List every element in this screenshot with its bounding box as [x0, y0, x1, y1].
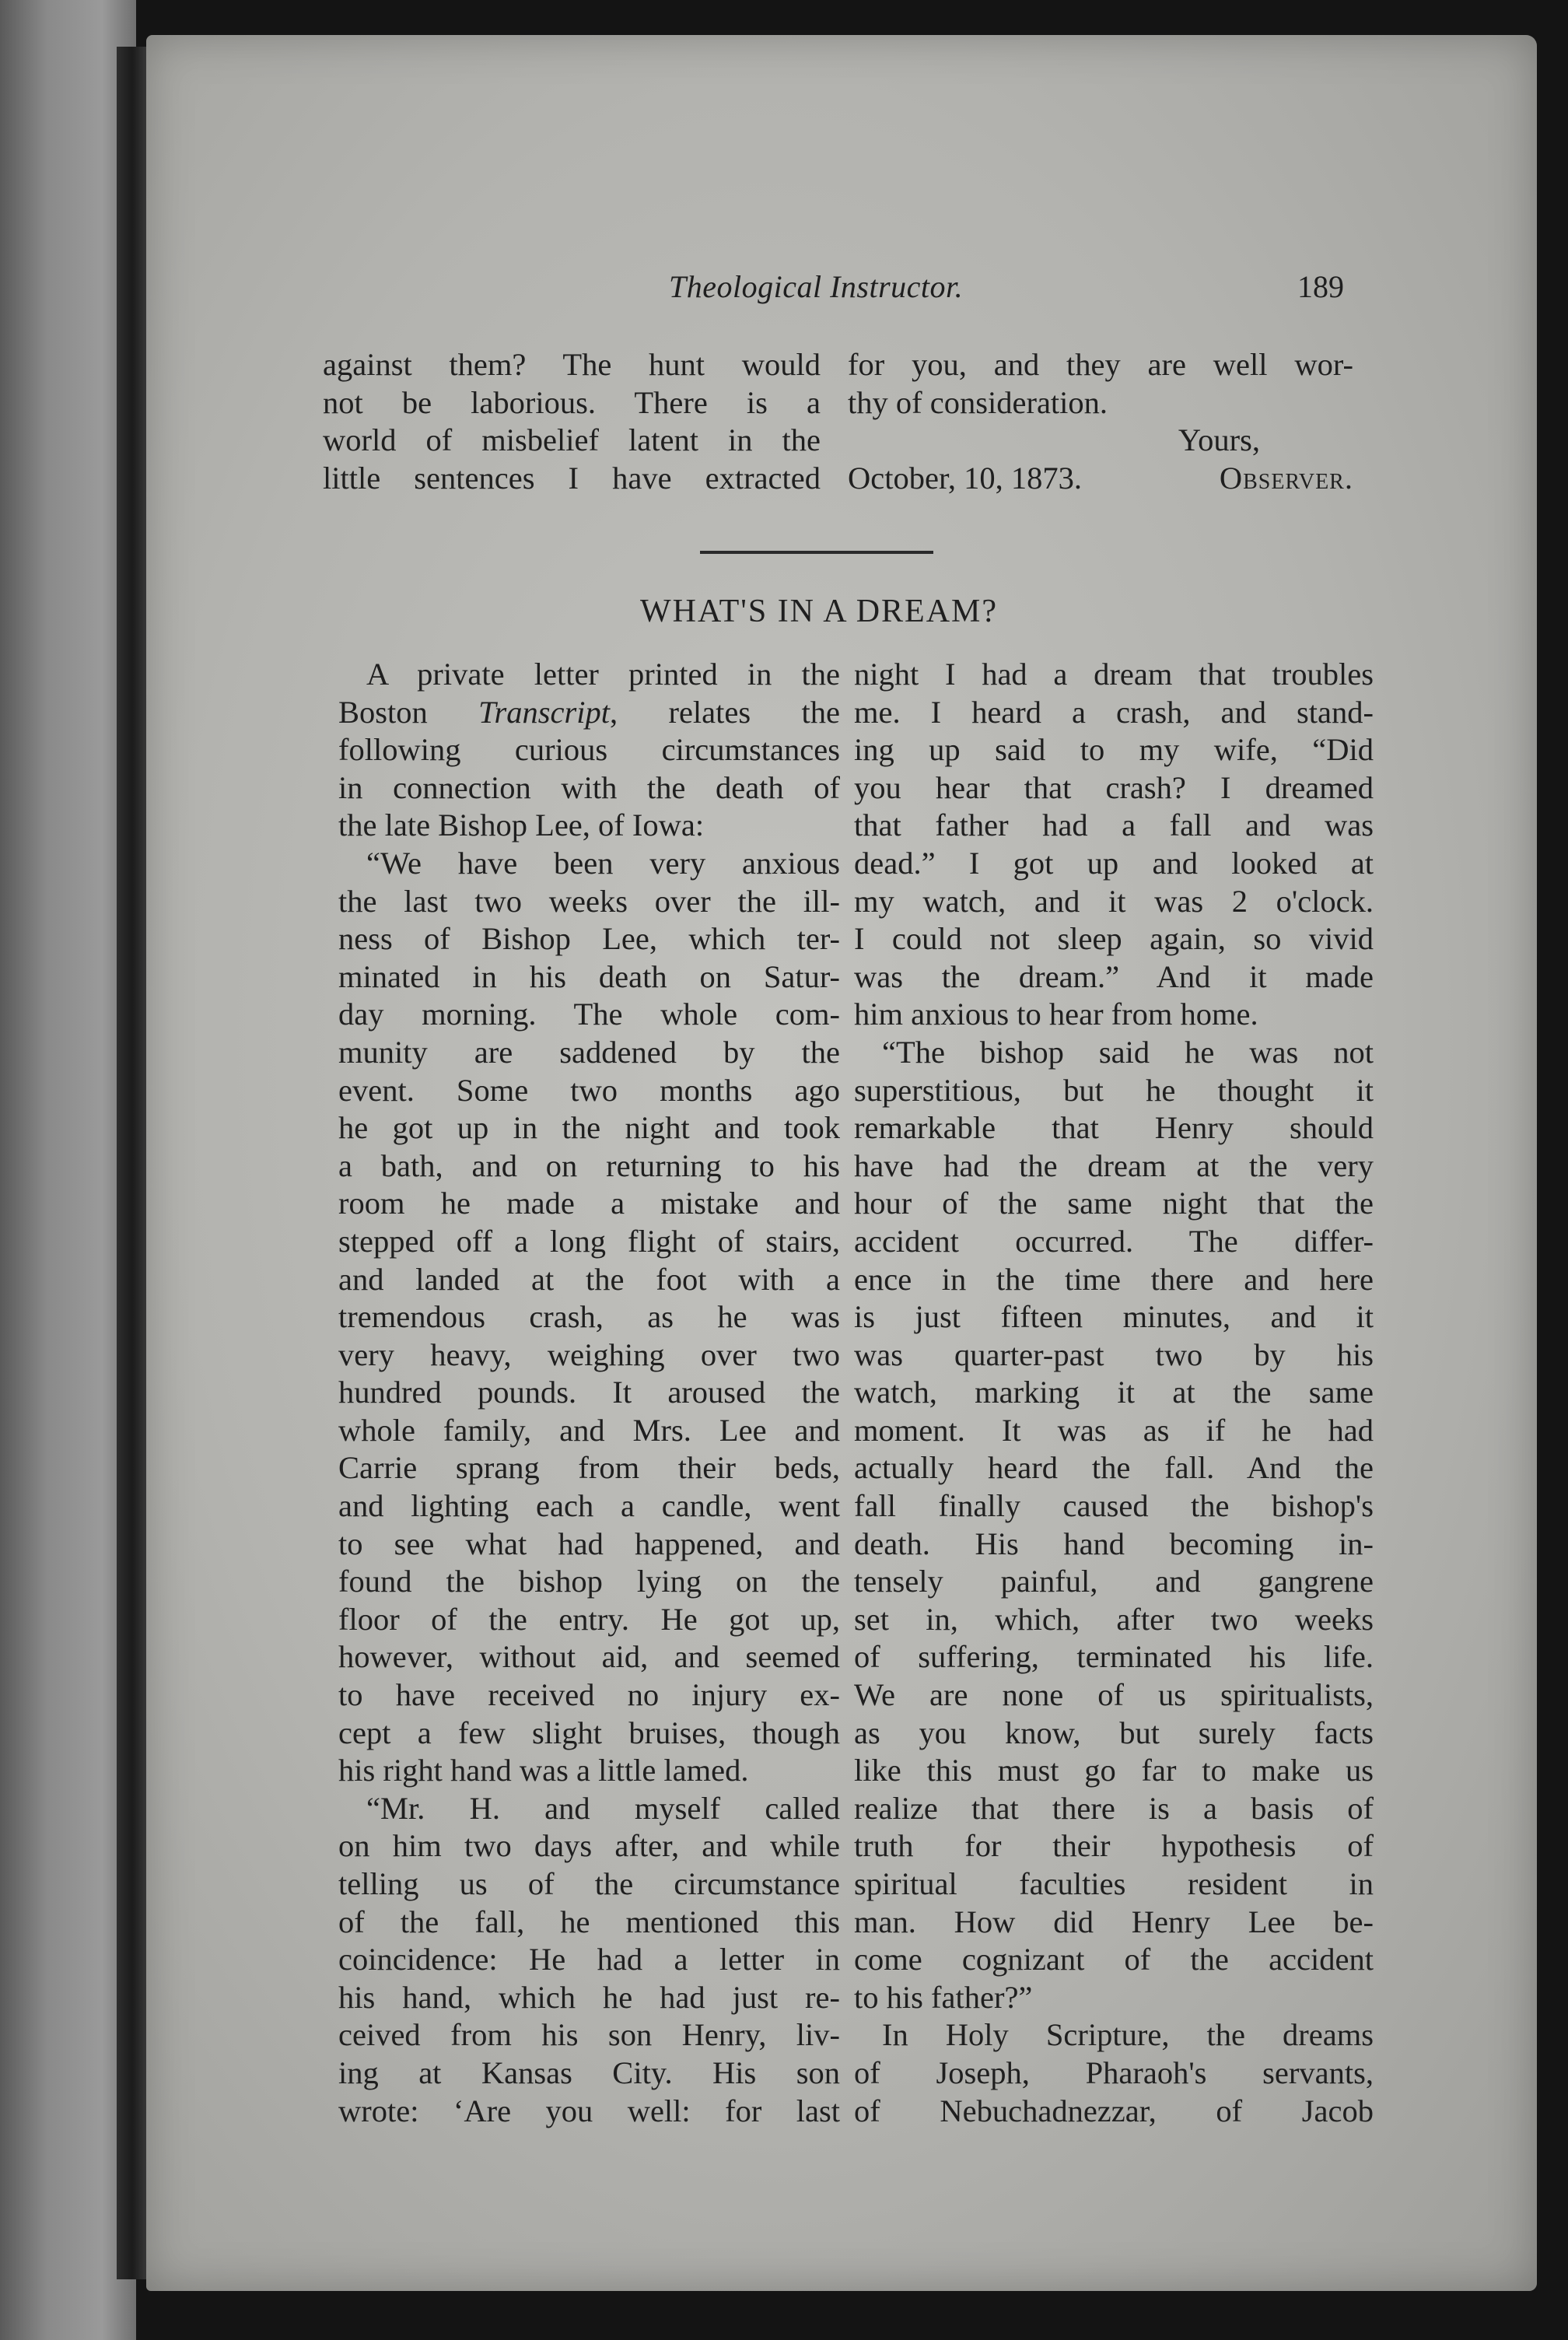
text-line: his right hand was a little lamed.: [338, 1753, 749, 1788]
text-line: found the bishop lying on the: [338, 1564, 840, 1599]
text-line: moment. It was as if he had: [854, 1412, 1374, 1448]
text-line: fall finally caused the bishop's: [854, 1488, 1374, 1524]
text-line: very heavy, weighing over two: [338, 1336, 840, 1372]
text-line: of suffering, terminated his life.: [854, 1639, 1374, 1675]
text-line: thy of consideration.: [848, 384, 1108, 420]
text-line: me. I heard a crash, and stand-: [854, 694, 1374, 730]
text-line: A private letter printed in the: [366, 657, 840, 692]
article-headline: WHAT'S IN A DREAM?: [639, 594, 999, 629]
text-line: he got up in the night and took: [338, 1110, 840, 1146]
text-line: you hear that crash? I dreamed: [854, 769, 1374, 805]
book-spine: [117, 47, 148, 2279]
text-line: tremendous crash, as he was: [338, 1299, 840, 1335]
text-line: realize that there is a basis of: [854, 1790, 1374, 1826]
text-line: ing up said to my wife, “Did: [854, 732, 1374, 768]
text-line: In Holy Scripture, the dreams: [882, 2017, 1374, 2053]
text-line: “Mr. H. and myself called: [366, 1790, 840, 1826]
letter-date: October, 10, 1873.: [848, 460, 1082, 496]
letter-signature: Observer.: [1219, 460, 1353, 496]
text-line: of Nebuchadnezzar, of Jacob: [854, 2093, 1374, 2128]
text-line: little sentences I have extracted: [323, 460, 821, 496]
text-line: the late Bishop Lee, of Iowa:: [338, 807, 705, 843]
text-line: and landed at the foot with a: [338, 1261, 840, 1297]
text-line: like this must go far to make us: [854, 1753, 1374, 1788]
article-right-column: [854, 656, 1374, 2130]
text-line: ing at Kansas City. His son: [338, 2055, 840, 2090]
text-line: dead.” I got up and looked at: [854, 845, 1374, 881]
text-line: tensely painful, and gangrene: [854, 1564, 1374, 1599]
text-line: as you know, but surely facts: [854, 1715, 1374, 1750]
text-line: hour of the same night that the: [854, 1186, 1374, 1221]
text-line: to have received no injury ex-: [338, 1677, 840, 1713]
text-line: to see what had happened, and: [338, 1526, 840, 1561]
date-signature-line: [848, 460, 1353, 498]
text-line: We are none of us spiritualists,: [854, 1677, 1374, 1713]
text-line: munity are saddened by the: [338, 1034, 840, 1070]
text-line: my watch, and it was 2 o'clock.: [854, 883, 1374, 919]
text-line: stepped off a long flight of stairs,: [338, 1223, 840, 1259]
text-line: room he made a mistake and: [338, 1186, 840, 1221]
text-line: world of misbelief latent in the: [323, 422, 821, 458]
text-line: telling us of the circumstance: [338, 1866, 840, 1901]
text-line: ness of Bishop Lee, which ter-: [338, 921, 840, 957]
text-line: whole family, and Mrs. Lee and: [338, 1412, 840, 1448]
text-line: man. How did Henry Lee be-: [854, 1904, 1374, 1939]
text-line: event. Some two months ago: [338, 1072, 840, 1108]
text-line: of Joseph, Pharaoh's servants,: [854, 2055, 1374, 2090]
text-line: have had the dream at the very: [854, 1147, 1374, 1183]
text-line: come cognizant of the accident: [854, 1942, 1374, 1977]
text-line: set in, which, after two weeks: [854, 1601, 1374, 1637]
text-line: Carrie sprang from their beds,: [338, 1450, 840, 1486]
top-left-column: [323, 346, 821, 497]
left-page-edge: [0, 0, 136, 2340]
text-line: floor of the entry. He got up,: [338, 1601, 840, 1637]
text-line: remarkable that Henry should: [854, 1110, 1374, 1146]
running-head: [0, 268, 1568, 315]
text-line: watch, marking it at the same: [854, 1375, 1374, 1410]
text-line: night I had a dream that troubles: [854, 657, 1374, 692]
text-line: wrote: ‘Are you well: for last: [338, 2093, 840, 2128]
text-line: in connection with the death of: [338, 769, 840, 805]
text-line: his hand, which he had just re-: [338, 1979, 840, 2015]
letter-signoff: [848, 422, 1353, 460]
text-line: accident occurred. The differ-: [854, 1223, 1374, 1259]
text-line: day morning. The whole com-: [338, 997, 840, 1032]
text-line: was quarter-past two by his: [854, 1336, 1374, 1372]
text-line: superstitious, but he thought it: [854, 1072, 1374, 1108]
text-line: I could not sleep again, so vivid: [854, 921, 1374, 957]
text-line: ceived from his son Henry, liv-: [338, 2017, 840, 2053]
text-line: that father had a fall and was: [854, 807, 1374, 843]
text-line: coincidence: He had a letter in: [338, 1942, 840, 1977]
text-line: a bath, and on returning to his: [338, 1147, 840, 1183]
text-line: “We have been very anxious: [366, 845, 840, 881]
text-line: is just fifteen minutes, and it: [854, 1299, 1374, 1335]
text-line: minated in his death on Satur-: [338, 958, 840, 994]
text-line: to his father?”: [854, 1979, 1033, 2015]
text-line: however, without aid, and seemed: [338, 1639, 840, 1675]
text-line: was the dream.” And it made: [854, 958, 1374, 994]
section-divider: [700, 551, 933, 554]
running-head-title: Theological Instructor.: [669, 269, 964, 304]
text-line: for you, and they are well wor-: [848, 347, 1353, 382]
signoff-text: Yours,: [1178, 422, 1260, 458]
text-line: hundred pounds. It aroused the: [338, 1375, 840, 1410]
text-line: ence in the time there and here: [854, 1261, 1374, 1297]
text-line: cept a few slight bruises, though: [338, 1715, 840, 1750]
text-line: on him two days after, and while: [338, 1828, 840, 1864]
text-line: Boston Transcript, relates the: [338, 694, 840, 730]
top-right-column: [848, 346, 1353, 497]
text-line: actually heard the fall. And the: [854, 1450, 1374, 1486]
text-line: following curious circumstances: [338, 732, 840, 768]
text-line: “The bishop said he was not: [882, 1034, 1374, 1070]
text-line: spiritual faculties resident in: [854, 1866, 1374, 1901]
text-line: death. His hand becoming in-: [854, 1526, 1374, 1561]
article-left-column: [338, 656, 840, 2130]
text-line: of the fall, he mentioned this: [338, 1904, 840, 1939]
page-number: 189: [1297, 269, 1344, 304]
text-line: and lighting each a candle, went: [338, 1488, 840, 1524]
text-line: not be laborious. There is a: [323, 384, 821, 420]
text-line: the last two weeks over the ill-: [338, 883, 840, 919]
text-line: truth for their hypothesis of: [854, 1828, 1374, 1864]
text-line: him anxious to hear from home.: [854, 997, 1258, 1032]
text-line: against them? The hunt would: [323, 347, 821, 382]
italic-title: Transcript: [478, 694, 610, 730]
